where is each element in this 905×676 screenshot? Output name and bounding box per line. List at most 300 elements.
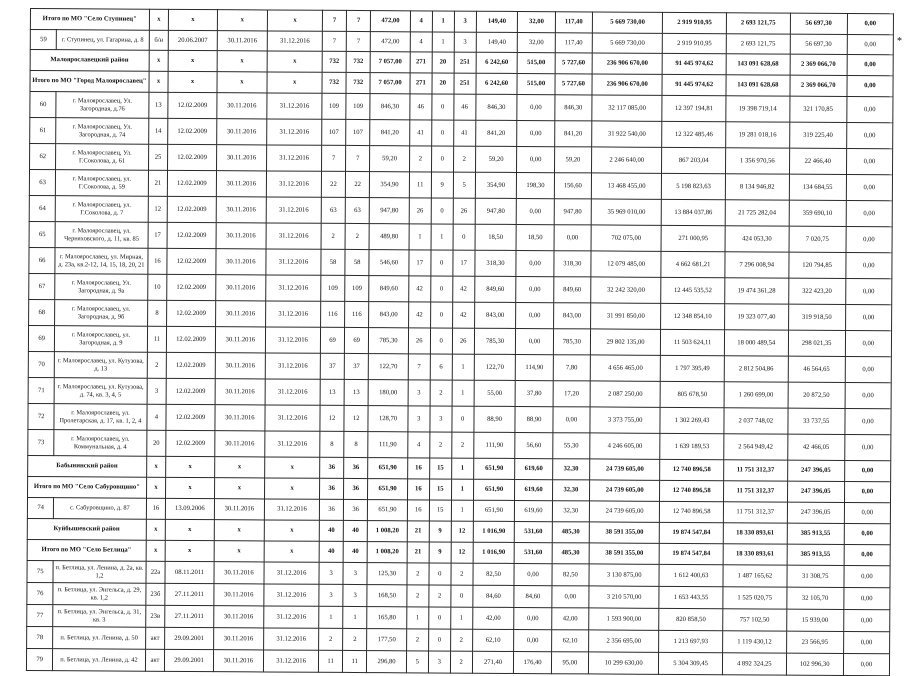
table-cell: 0,00 — [844, 565, 890, 587]
table-cell: 0,00 — [845, 330, 891, 356]
group-label: Куйбышевский район — [27, 518, 146, 540]
table-cell: 2 — [451, 563, 473, 585]
table-cell: 20 872,50 — [788, 382, 845, 408]
address-cell: г. Малоярославец, ул. Мирная, д. 23а, кв.2-12, 14, 15, 18, 20, 21 — [55, 248, 147, 275]
table-cell: 17 — [453, 250, 475, 276]
table-cell: 143 091 628,68 — [726, 75, 790, 96]
table-cell: x — [146, 477, 166, 498]
table-cell: 2 — [430, 432, 452, 458]
table-cell: 472,00 — [371, 11, 411, 32]
table-cell: 62,10 — [551, 630, 588, 652]
table-cell: 1 653 443,55 — [659, 586, 723, 608]
table-cell: 2 693 121,75 — [726, 13, 790, 34]
table-cell: 117,40 — [555, 33, 592, 53]
table-cell: 84,60 — [473, 585, 515, 607]
table-cell: 24 739 605,00 — [590, 480, 660, 501]
table-cell: 24 739 605,00 — [589, 501, 659, 522]
table-cell: 1 639 189,53 — [660, 433, 724, 459]
table-cell: 107 — [346, 119, 370, 145]
table-cell: 0,00 — [517, 120, 554, 146]
table-cell: 30.11.2016 — [215, 275, 266, 301]
table-cell: 7 — [408, 354, 430, 380]
table-cell: 2 — [407, 585, 429, 607]
table-cell: 7 020,75 — [789, 226, 846, 252]
table-cell: 11 751 312,37 — [723, 502, 787, 523]
table-cell: 0,00 — [846, 200, 892, 226]
address-cell: г. Малоярославец, Ул. Г.Соколова, д. 61 — [56, 144, 148, 171]
table-cell: 0,00 — [845, 356, 891, 382]
table-cell: 1 — [450, 607, 472, 629]
table-cell: 236 906 670,00 — [592, 74, 662, 95]
table-cell: 1 008,20 — [368, 521, 408, 542]
table-cell: 1 008,20 — [367, 542, 407, 563]
table-cell: 46 564,65 — [788, 356, 845, 382]
table-cell: 35 969 010,00 — [591, 199, 661, 225]
table-cell: 247 396,05 — [787, 502, 844, 523]
table-cell: x — [169, 9, 217, 30]
table-cell: 41 — [453, 120, 475, 146]
table-cell: 0,00 — [845, 278, 891, 304]
table-cell: 0,00 — [514, 629, 551, 651]
table-cell: 3 — [430, 406, 452, 432]
table-cell: 0,00 — [845, 304, 891, 330]
table-cell: 0,00 — [552, 586, 589, 608]
table-cell: 31.12.2016 — [266, 223, 321, 249]
table-cell: 2 087 250,00 — [590, 381, 660, 407]
table-cell: 20.06.2007 — [169, 30, 217, 50]
table-cell: 12.02.2009 — [166, 378, 214, 404]
table-cell: 8 — [147, 300, 167, 326]
table-cell: 17 — [409, 250, 431, 276]
table-cell: 63 — [321, 197, 345, 223]
table-cell: 947,80 — [475, 198, 517, 224]
table-cell: 0,00 — [847, 54, 893, 75]
table-cell: 515,00 — [517, 52, 554, 73]
table-cell: 531,60 — [515, 521, 552, 542]
table-cell: 0 — [431, 198, 453, 224]
table-cell: 143 091 628,68 — [726, 54, 790, 75]
table-cell: 0,00 — [847, 34, 893, 54]
table-cell: 271,40 — [472, 651, 514, 673]
table-cell: 531,60 — [514, 542, 551, 563]
table-cell: 0,00 — [517, 198, 554, 224]
table-cell: 26 — [409, 198, 431, 224]
table-cell: 41 — [409, 120, 431, 146]
table-cell: 120 794,85 — [789, 252, 846, 278]
address-cell: п. Бетлица, ул. Ленина, д. 2а, кв. 1,2 — [53, 561, 145, 584]
table-cell: 149,40 — [476, 11, 518, 32]
table-cell: 13 — [148, 92, 168, 118]
table-cell: 2 369 066,70 — [790, 75, 847, 96]
table-cell: 5 — [406, 651, 428, 673]
row-number: 76 — [27, 582, 53, 604]
table-cell: 31 308,75 — [787, 565, 844, 587]
table-cell: 27.11.2011 — [165, 583, 213, 605]
table-cell: 31.12.2016 — [264, 562, 319, 584]
address-cell: г. Малоярославец, ул. Г.Соколова, д. 7 — [56, 196, 148, 223]
table-cell: 32,30 — [552, 459, 589, 480]
table-cell: 31.12.2016 — [264, 628, 319, 650]
table-cell: 0,00 — [514, 563, 551, 585]
table-cell: 0,00 — [844, 434, 890, 460]
table-cell: 5 727,60 — [555, 74, 592, 95]
table-cell: x — [214, 478, 265, 499]
table-cell: 841,20 — [370, 120, 410, 146]
table-cell: 38 591 355,00 — [589, 522, 659, 543]
table-cell: 0,00 — [844, 523, 890, 544]
table-cell: 485,30 — [552, 543, 589, 564]
table-cell: 12.02.2009 — [168, 170, 216, 196]
table-cell: 59,20 — [554, 147, 591, 173]
row-number: 75 — [27, 560, 53, 582]
table-cell: 651,90 — [368, 500, 408, 521]
table-cell: 180,00 — [368, 380, 408, 406]
table-cell: 12.02.2009 — [168, 92, 216, 118]
table-cell: 3 — [428, 651, 450, 673]
table-cell: 11 751 312,37 — [724, 460, 788, 481]
table-cell: 12.02.2009 — [167, 300, 215, 326]
table-cell: 298 021,35 — [788, 330, 845, 356]
table-cell: 31.12.2016 — [264, 606, 319, 628]
table-cell: 69 — [345, 327, 369, 353]
table-cell: 23в — [145, 605, 165, 627]
table-cell: 8 — [344, 431, 368, 457]
table-cell: 3 130 875,00 — [589, 564, 659, 586]
table-cell: 11 — [343, 650, 367, 672]
table-cell: 651,90 — [473, 458, 515, 479]
table-cell: x — [267, 51, 322, 72]
table-cell: 22 466,40 — [789, 148, 846, 174]
table-cell: 116 — [321, 301, 345, 327]
table-cell: 29 802 135,00 — [590, 329, 660, 355]
address-cell: г. Малоярославец, ул. Кутузова, д. 74, кв. 3, 4, 5 — [54, 378, 146, 405]
table-cell: 12.02.2009 — [167, 248, 215, 274]
group-label: Итого по МО "Город Малоярославец" — [30, 71, 149, 93]
table-cell: 247 396,05 — [787, 481, 844, 502]
table-cell: 114,90 — [516, 354, 553, 380]
table-cell: 26 — [408, 328, 430, 354]
table-cell: 20 — [432, 73, 454, 94]
table-cell: 20 — [432, 52, 454, 73]
table-cell: 0 — [451, 585, 473, 607]
table-cell: 3 — [343, 562, 367, 584]
table-cell: 0,00 — [843, 653, 889, 675]
table-cell: 31 922 540,00 — [592, 121, 662, 147]
table-cell: 7 057,00 — [370, 73, 410, 94]
table-cell: 3 — [147, 378, 167, 404]
table-cell: 12.02.2009 — [168, 118, 216, 144]
table-cell: 5 198 823,63 — [662, 173, 726, 199]
table-cell: 319 225,40 — [789, 122, 846, 148]
table-cell: 0,00 — [843, 609, 889, 631]
table-cell: 321 170,85 — [789, 96, 846, 122]
table-cell: 0,00 — [553, 407, 590, 433]
table-cell: 7 — [322, 31, 346, 51]
table-cell: 46 — [410, 94, 432, 120]
table-cell: 176,40 — [514, 651, 551, 673]
table-cell: 619,60 — [515, 458, 552, 479]
table-cell: 30.11.2016 — [213, 650, 264, 672]
table-cell: 32 105,70 — [786, 587, 843, 609]
row-number: 66 — [29, 247, 56, 273]
address-cell: п. Бетлица, ул. Ленина, д. 42 — [53, 649, 145, 672]
table-cell: 31.12.2016 — [267, 31, 322, 51]
table-cell: x — [166, 519, 214, 540]
table-cell: 0,00 — [517, 146, 554, 172]
group-label: Итого по МО "Село Ступинец" — [30, 9, 149, 31]
table-cell: 805 678,50 — [660, 381, 724, 407]
table-cell: 31.12.2016 — [266, 275, 321, 301]
table-cell: 58 — [345, 249, 369, 275]
table-cell: 1 — [452, 380, 474, 406]
table-cell: 31.12.2016 — [265, 353, 320, 379]
table-cell: 867 203,04 — [662, 147, 726, 173]
table-cell: 0 — [431, 146, 453, 172]
table-cell: 40 — [343, 541, 367, 562]
table-cell: 8 134 946,82 — [725, 174, 789, 200]
row-number: 61 — [30, 118, 57, 144]
table-cell: 56 697,30 — [790, 34, 847, 54]
table-cell: 18,50 — [516, 224, 553, 250]
table-cell: 30.11.2016 — [216, 93, 267, 119]
table-cell: 12 — [344, 405, 368, 431]
table-cell: 702 075,00 — [591, 225, 661, 251]
table-cell: x — [214, 457, 265, 478]
table-cell: 30.11.2016 — [215, 379, 266, 405]
table-cell: 30.11.2016 — [214, 431, 265, 457]
table-cell: 0 — [430, 276, 452, 302]
table-cell: 134 684,55 — [789, 174, 846, 200]
row-number: 63 — [29, 170, 56, 196]
table-cell: x — [267, 72, 322, 93]
table-cell: 13 468 455,00 — [591, 173, 661, 199]
table-cell: 31.12.2016 — [265, 379, 320, 405]
table-cell: 12 348 854,10 — [661, 303, 725, 329]
table-cell: 1 — [343, 606, 367, 628]
table-cell: 849,60 — [369, 276, 409, 302]
table-cell: 31 991 850,00 — [591, 303, 661, 329]
table-cell: x — [146, 456, 166, 477]
table-cell: 0,00 — [847, 96, 893, 122]
table-cell: x — [166, 456, 214, 477]
table-cell: 1 612 400,63 — [659, 564, 723, 586]
table-cell: 732 — [346, 51, 370, 72]
table-cell: x — [265, 457, 320, 478]
table-cell: 36 — [344, 478, 368, 499]
table-cell: 359 690,10 — [789, 200, 846, 226]
table-cell: 19 398 719,14 — [726, 96, 790, 122]
table-cell: 20 — [146, 430, 166, 456]
table-cell: 111,90 — [368, 432, 408, 458]
table-cell: x — [146, 519, 166, 540]
table-cell: 82,50 — [552, 564, 589, 586]
table-cell: 0,00 — [516, 302, 553, 328]
table-cell: 12.02.2009 — [167, 326, 215, 352]
table-cell: 15 — [429, 500, 451, 521]
table-cell: 18 330 893,61 — [723, 523, 787, 544]
table-cell: 168,50 — [367, 585, 407, 607]
table-cell: 12.02.2009 — [168, 196, 216, 222]
table-cell: 31.12.2016 — [264, 499, 319, 520]
address-cell: г. Малоярославец, Ул. Загородная, д. 9а — [55, 274, 147, 301]
table-cell: 55,30 — [552, 433, 589, 459]
table-cell: 0,00 — [844, 502, 890, 523]
table-cell: 30.11.2016 — [213, 584, 264, 606]
table-cell: 271 000,95 — [661, 225, 725, 251]
table-cell: 42 — [409, 276, 431, 302]
table-cell: 91 445 974,62 — [662, 53, 726, 74]
table-cell: 651,90 — [473, 500, 515, 521]
table-cell: x — [146, 540, 166, 561]
table-cell: 36 — [344, 457, 368, 478]
table-cell: 0,00 — [846, 252, 892, 278]
table-cell: 30.11.2016 — [216, 171, 267, 197]
table-cell: 19 874 547,84 — [659, 543, 723, 564]
address-cell: г. Малоярославец, Ул. Загородная, д.76 — [56, 92, 148, 119]
table-cell: 2 812 504,86 — [724, 356, 788, 382]
table-cell: 12 740 896,58 — [660, 459, 724, 480]
table-cell: 2 919 910,95 — [663, 12, 727, 33]
table-cell: 849,60 — [553, 277, 590, 303]
table-cell: 846,30 — [475, 94, 517, 120]
table-cell: 37 — [344, 353, 368, 379]
address-cell: г. Малоярославец, ул. Загородная, д. 9б — [55, 300, 147, 327]
table-cell: 843,00 — [474, 302, 516, 328]
table-cell: 271 — [410, 52, 432, 73]
table-cell: 59,20 — [370, 146, 410, 172]
table-cell: 109 — [322, 93, 346, 119]
table-cell: 2 — [147, 352, 167, 378]
table-cell: 32 242 320,00 — [591, 277, 661, 303]
table-cell: 385 913,55 — [787, 523, 844, 544]
table-cell: 2 — [406, 629, 428, 651]
table-cell: 1 593 900,00 — [589, 608, 659, 630]
table-cell: 1 119 430,12 — [723, 631, 787, 653]
table-cell: x — [149, 50, 169, 71]
table-cell: 3 — [454, 32, 476, 52]
table-cell: x — [214, 541, 265, 562]
table-cell: 2 037 748,02 — [724, 408, 788, 434]
table-cell: 0 — [430, 328, 452, 354]
table-cell: 472,00 — [371, 32, 411, 52]
group-label: Малоярославецкий район — [30, 50, 149, 72]
table-cell: 5 669 730,00 — [592, 33, 662, 53]
table-cell: 36 — [320, 457, 344, 478]
table-cell: 1 797 395,49 — [661, 355, 725, 381]
table-cell: 843,00 — [553, 303, 590, 329]
table-cell: 26 — [452, 328, 474, 354]
table-cell: 30.11.2016 — [214, 562, 265, 584]
table-cell: 247 396,05 — [787, 460, 844, 481]
table-cell: 32 117 085,00 — [592, 95, 662, 121]
table-cell: x — [217, 72, 268, 93]
table-cell: 32,30 — [552, 480, 589, 501]
row-number: 67 — [29, 273, 56, 299]
table-cell: 15 939,00 — [786, 609, 843, 631]
table-cell: 1 — [432, 11, 454, 32]
table-cell: 236 906 670,00 — [592, 53, 662, 74]
table-cell: 122,70 — [474, 354, 516, 380]
table-cell: 515,00 — [517, 73, 554, 94]
table-cell: 0,00 — [514, 607, 551, 629]
table-cell: 12 — [320, 405, 344, 431]
table-cell: 322 423,20 — [788, 278, 845, 304]
table-cell: 30.11.2016 — [215, 327, 266, 353]
table-cell: 40 — [343, 520, 367, 541]
table-cell: 42,00 — [472, 607, 514, 629]
address-cell: г. Малоярославец, ул. Черняховского, д. 11, кв. 85 — [55, 222, 147, 249]
table-cell: 29.09.2001 — [165, 627, 213, 649]
table-cell: 354,90 — [370, 172, 410, 198]
table-cell: 0,00 — [845, 408, 891, 434]
table-cell: 31.12.2016 — [264, 584, 319, 606]
table-cell: акт — [145, 649, 165, 671]
table-cell: 15 — [429, 458, 451, 479]
table-cell: 95,00 — [551, 652, 588, 674]
table-cell: 1 — [407, 607, 429, 629]
row-number: 77 — [27, 604, 53, 626]
table-cell: 5 304 309,45 — [659, 652, 723, 674]
table-cell: 0 — [432, 94, 454, 120]
table-cell: 785,30 — [474, 328, 516, 354]
table-cell: 0,00 — [847, 13, 893, 34]
table-cell: 18 330 893,61 — [723, 544, 787, 565]
row-number: 64 — [29, 195, 56, 221]
table-cell: 102 996,30 — [786, 653, 843, 675]
table-cell: 63 — [345, 197, 369, 223]
table-cell: 198,30 — [517, 172, 554, 198]
table-cell: 30.11.2016 — [213, 606, 264, 628]
table-cell: 30.11.2016 — [214, 499, 265, 520]
table-cell: 1 — [431, 224, 453, 250]
table-cell: 6 — [430, 354, 452, 380]
table-cell: 84,60 — [514, 585, 551, 607]
table-cell: 18,50 — [475, 224, 517, 250]
register-sheet — [26, 8, 894, 676]
table-cell: 26 — [453, 198, 475, 224]
row-number: 69 — [28, 325, 55, 351]
table-cell: 0,00 — [516, 276, 553, 302]
table-cell: 33 737,55 — [788, 408, 845, 434]
page-mark: * — [897, 36, 902, 47]
table-cell: 846,30 — [370, 94, 410, 120]
table-cell: 2 919 910,95 — [663, 33, 727, 53]
address-cell: г. Малоярославец, Ул. Загородная, д. 74 — [56, 118, 148, 145]
table-cell: 0,00 — [846, 122, 892, 148]
table-cell: 785,30 — [369, 328, 409, 354]
table-cell: 318,30 — [475, 250, 517, 276]
table-cell: 757 102,50 — [723, 609, 787, 631]
table-cell: 31.12.2016 — [267, 93, 322, 119]
table-cell: 107 — [322, 119, 346, 145]
table-cell: 2 246 640,00 — [592, 147, 662, 173]
table-cell: 31.12.2016 — [266, 197, 321, 223]
table-cell: 14 — [148, 118, 168, 144]
table-cell: 42 — [452, 302, 474, 328]
table-cell: 1 — [451, 458, 473, 479]
table-cell: 19 874 547,84 — [660, 522, 724, 543]
table-cell: 3 — [408, 380, 430, 406]
table-cell: 19 281 018,16 — [726, 122, 790, 148]
table-cell: 42 466,05 — [787, 434, 844, 460]
table-cell: 12 079 485,00 — [591, 251, 661, 277]
table-cell: 0,00 — [516, 250, 553, 276]
table-cell: 37 — [320, 353, 344, 379]
table-cell: x — [265, 478, 320, 499]
table-cell: 385 913,55 — [787, 544, 844, 565]
table-cell: 1 356 970,56 — [725, 148, 789, 174]
table-cell: x — [149, 71, 169, 92]
